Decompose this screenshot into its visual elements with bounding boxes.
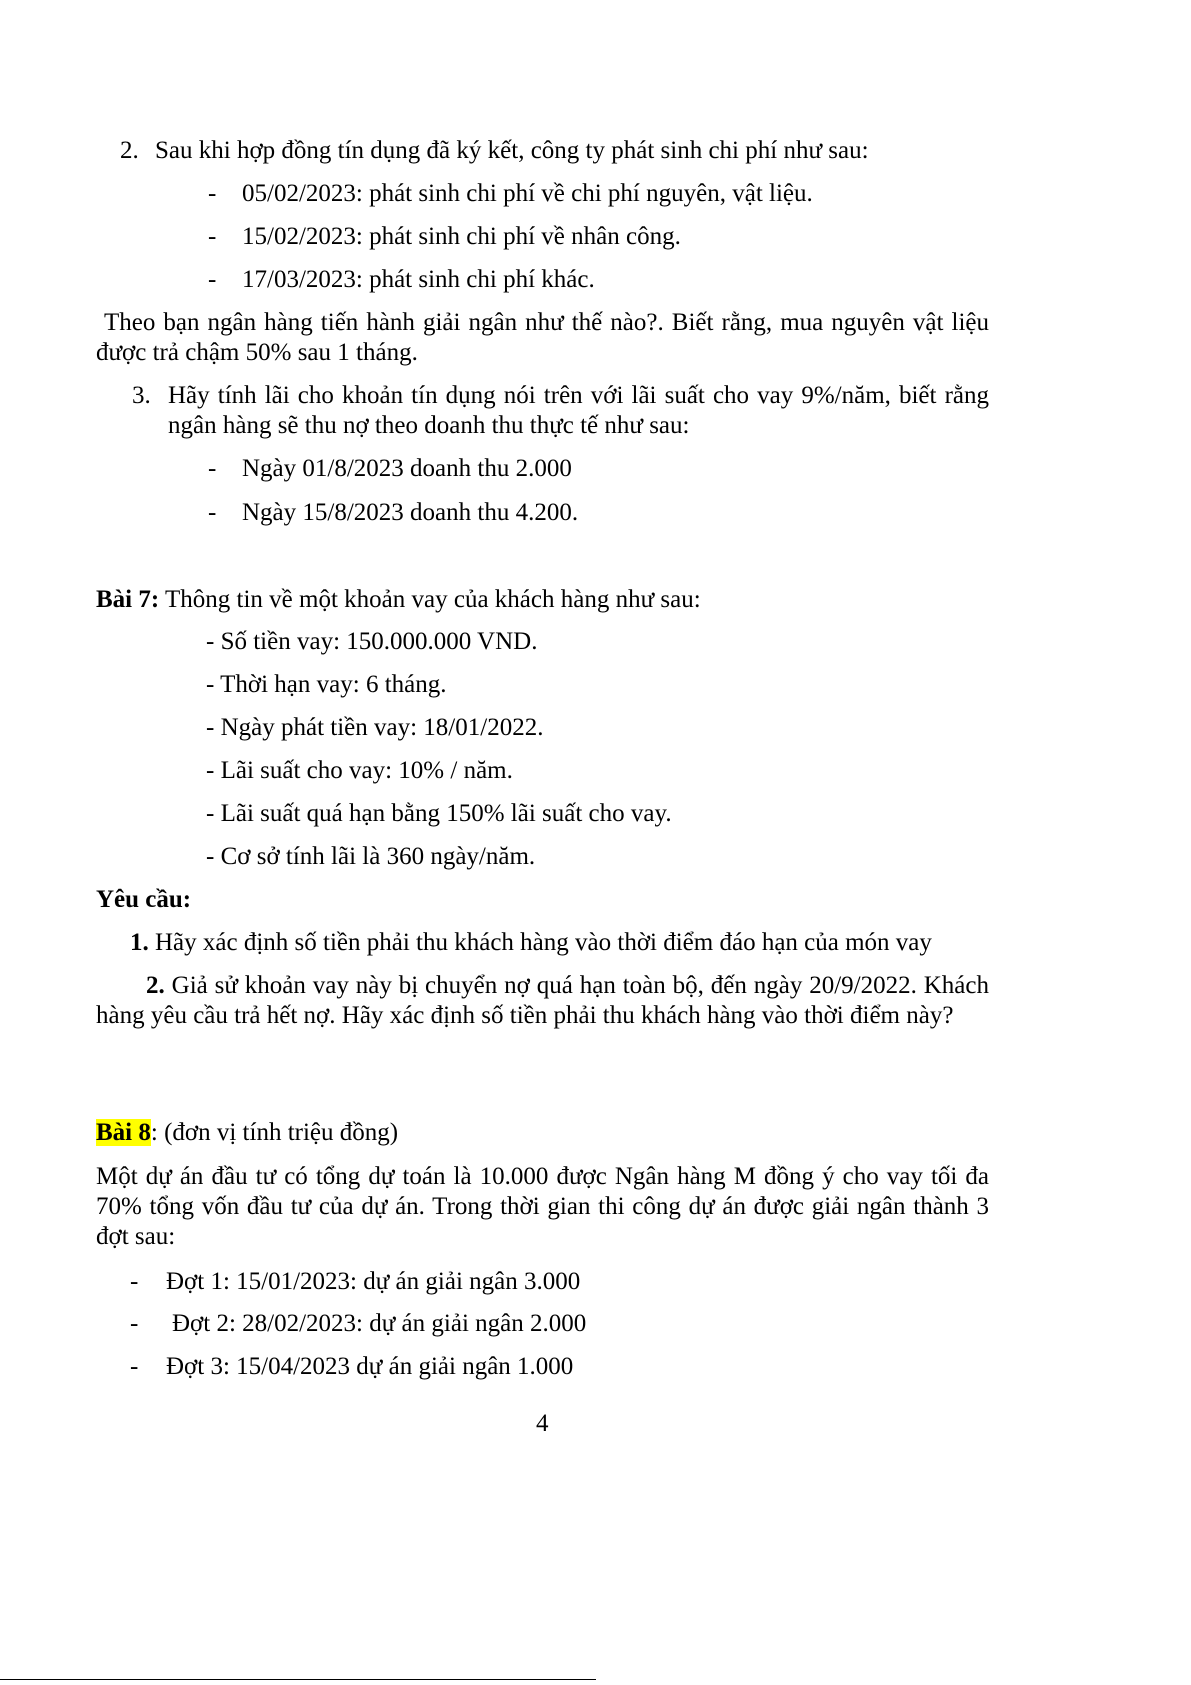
- q2-question: Theo bạn ngân hàng tiến hành giải ngân như thế nào?. Biết rằng, mua nguyên vật liệu được trả chậm 50% sau 1 tháng.: [96, 309, 989, 366]
- bai8-item: Đợt 3: 15/04/2023 dự án giải ngân 1.000: [166, 1353, 574, 1380]
- bai7-intro: Thông tin về một khoản vay của khách hàng như sau:: [165, 586, 701, 613]
- q3-bullet: -: [208, 455, 217, 482]
- bai7-req2-number: 2.: [146, 972, 165, 999]
- bai8-bullet: -: [130, 1353, 139, 1380]
- bai7-detail: - Cơ sở tính lãi là 360 ngày/năm.: [206, 843, 536, 870]
- q2-bullet: -: [208, 223, 217, 250]
- bai7-detail: - Số tiền vay: 150.000.000 VND.: [206, 628, 538, 655]
- q2-bullet: -: [208, 180, 217, 207]
- page-number: 4: [536, 1410, 549, 1437]
- bai7-detail: - Ngày phát tiền vay: 18/01/2022.: [206, 714, 544, 741]
- bai8-bullet: -: [130, 1310, 139, 1337]
- q2-bullet: -: [208, 266, 217, 293]
- bai7-req1-number: 1.: [130, 929, 149, 956]
- q2-number: 2.: [120, 137, 139, 164]
- q2-text: Sau khi hợp đồng tín dụng đã ký kết, công ty phát sinh chi phí như sau:: [155, 137, 869, 164]
- bai8-title-suffix: : (đơn vị tính triệu đồng): [150, 1119, 399, 1146]
- q3-item: Ngày 15/8/2023 doanh thu 4.200.: [242, 499, 579, 526]
- bai8-bullet: -: [130, 1268, 139, 1295]
- bai7-detail: - Lãi suất quá hạn bằng 150% lãi suất cho vay.: [206, 800, 672, 827]
- bai7-heading: [96, 585, 701, 615]
- bai8-item: Đợt 2: 28/02/2023: dự án giải ngân 2.000: [172, 1310, 587, 1337]
- bai7-req1-text: Hãy xác định số tiền phải thu khách hàng vào thời điểm đáo hạn của món vay: [155, 929, 932, 956]
- bai7-title: Bài 7:: [96, 586, 160, 613]
- bai8-item: Đợt 1: 15/01/2023: dự án giải ngân 3.000: [166, 1268, 581, 1295]
- q3-bullet: -: [208, 499, 217, 526]
- bai7-req2-text: Giả sử khoản vay này bị chuyển nợ quá hạn toàn bộ, đến ngày 20/9/2022. Khách hàng yêu cầu trả hết nợ. Hãy xác định số tiền phải thu khách hàng vào thời điểm này?: [96, 972, 989, 1029]
- bai7-detail: - Lãi suất cho vay: 10% / năm.: [206, 757, 513, 784]
- bai7-requirements-label: Yêu cầu:: [96, 886, 192, 913]
- bai8-heading: [96, 1118, 398, 1148]
- bai7-detail: - Thời hạn vay: 6 tháng.: [206, 671, 447, 698]
- bai8-intro: Một dự án đầu tư có tổng dự toán là 10.000 được Ngân hàng M đồng ý cho vay tối đa 70% tổng vốn đầu tư của dự án. Trong thời gian thi công dự án được giải ngân thành 3 đợt sau:: [96, 1163, 989, 1250]
- bai7-req1: [130, 928, 932, 958]
- q3-text: Hãy tính lãi cho khoản tín dụng nói trên với lãi suất cho vay 9%/năm, biết rằng ngân hàng sẽ thu nợ theo doanh thu thực tế như sau:: [168, 382, 989, 439]
- q2-item: 17/03/2023: phát sinh chi phí khác.: [242, 266, 595, 293]
- q3-item: Ngày 01/8/2023 doanh thu 2.000: [242, 455, 572, 482]
- q3-number: 3.: [132, 382, 151, 409]
- bottom-divider: [0, 1679, 596, 1680]
- q2-item: 15/02/2023: phát sinh chi phí về nhân công.: [242, 223, 681, 250]
- q2-item: 05/02/2023: phát sinh chi phí về chi phí nguyên, vật liệu.: [242, 180, 813, 207]
- bai8-title: Bài 8: [96, 1119, 151, 1146]
- bai7-req2: [96, 971, 989, 1031]
